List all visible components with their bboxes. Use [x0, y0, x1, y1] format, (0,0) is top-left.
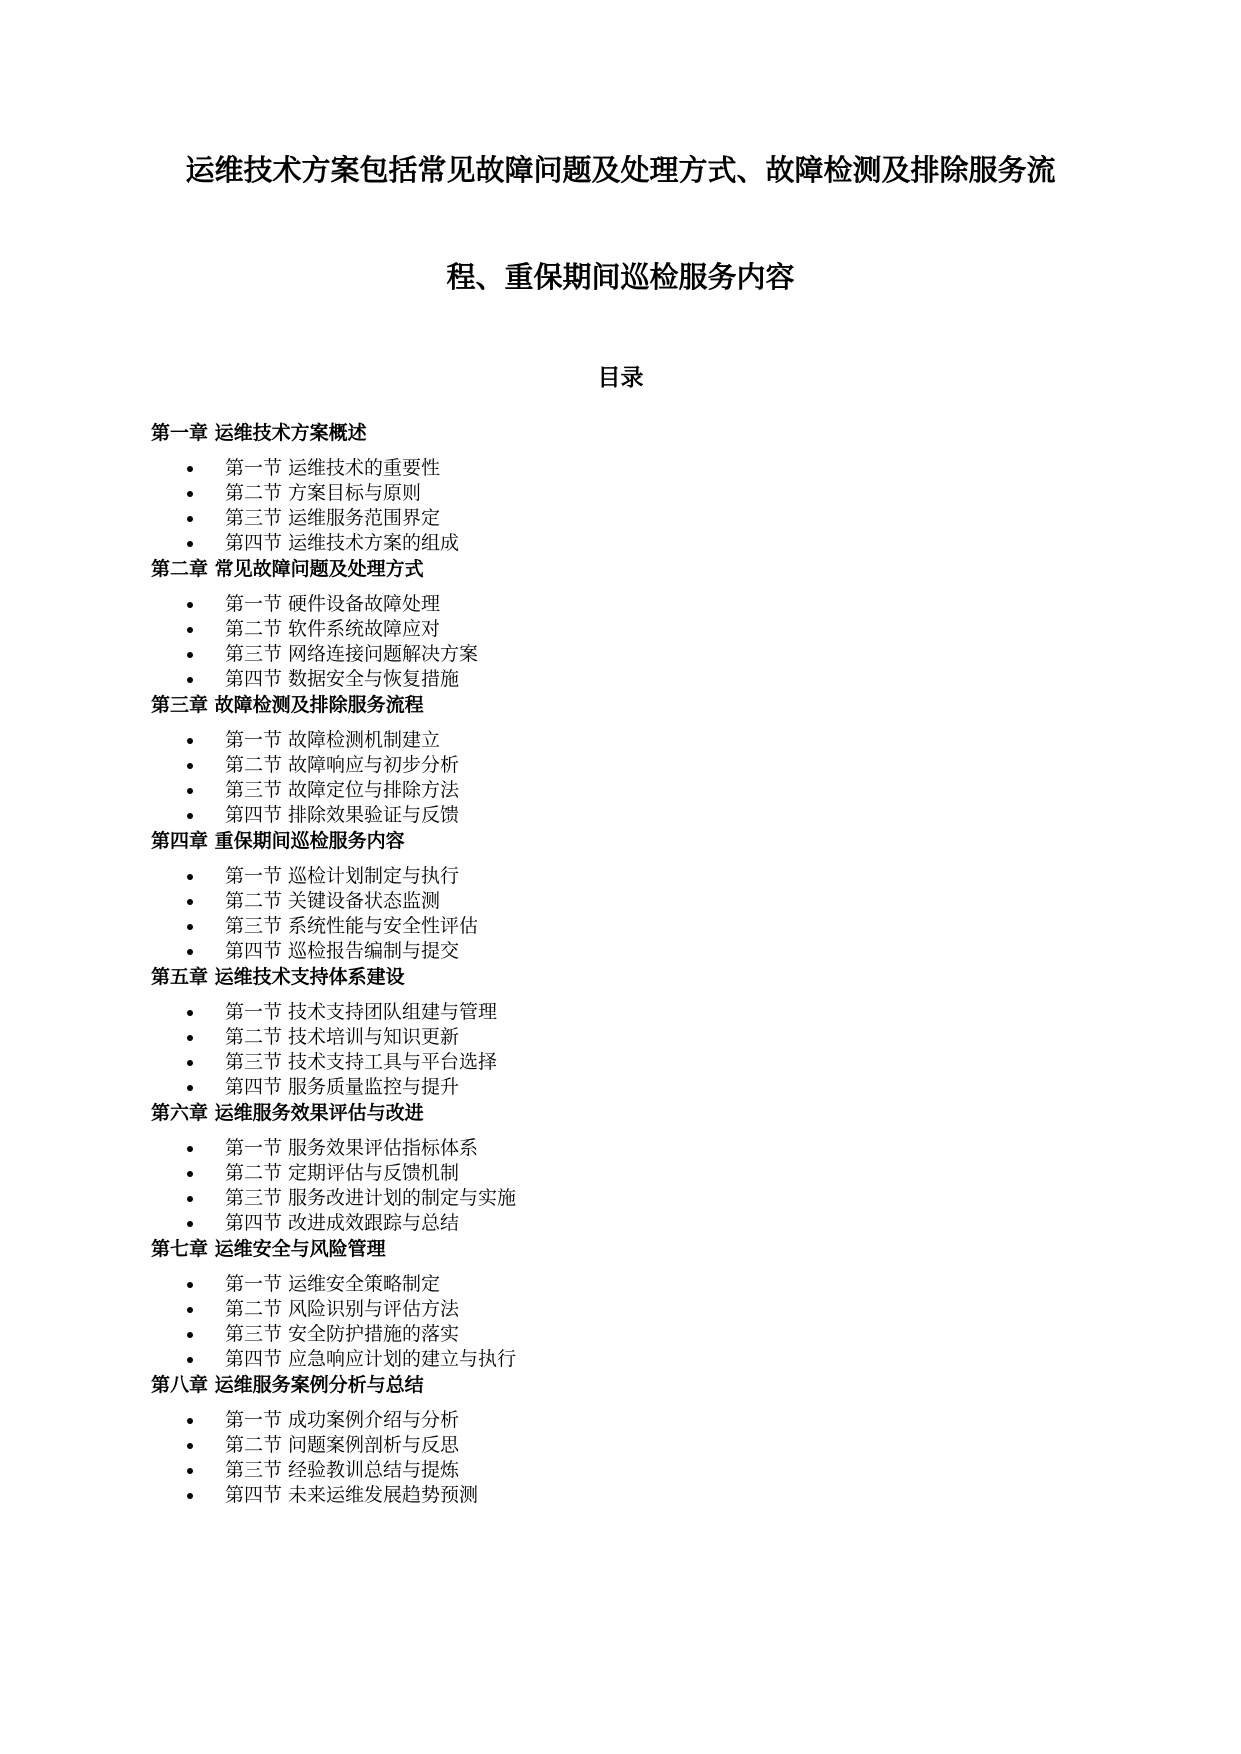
section-item [151, 914, 851, 939]
section-item [151, 1136, 851, 1161]
section-item [151, 1075, 851, 1100]
bullet-icon [187, 1221, 193, 1227]
section-list [151, 864, 851, 964]
section-item [151, 1483, 851, 1508]
bullet-icon [187, 466, 193, 472]
chapter-title: 第七章 运维安全与风险管理 [151, 1238, 386, 1260]
section-item [151, 803, 851, 828]
section-item [151, 1272, 851, 1297]
section-title: 第一节 技术支持团队组建与管理 [225, 1001, 498, 1023]
bullet-icon [187, 924, 193, 930]
section-list [151, 1408, 851, 1508]
section-item [151, 728, 851, 753]
bullet-icon [187, 541, 193, 547]
section-item [151, 1297, 851, 1322]
bullet-icon [187, 1085, 193, 1091]
bullet-icon [187, 602, 193, 608]
bullet-icon [187, 813, 193, 819]
section-item [151, 1025, 851, 1050]
section-item [151, 1050, 851, 1075]
chapter-title: 第二章 常见故障问题及处理方式 [151, 558, 424, 580]
bullet-icon [187, 1010, 193, 1016]
toc-chapter [151, 964, 851, 1100]
section-item [151, 481, 851, 506]
section-title: 第三节 系统性能与安全性评估 [225, 915, 479, 937]
bullet-icon [187, 1060, 193, 1066]
toc-heading: 目录 [597, 365, 644, 391]
section-title: 第一节 巡检计划制定与执行 [225, 865, 460, 887]
chapter-title: 第五章 运维技术支持体系建设 [151, 966, 405, 988]
section-item [151, 1458, 851, 1483]
section-title: 第四节 改进成效跟踪与总结 [225, 1212, 460, 1234]
bullet-icon [187, 516, 193, 522]
section-item [151, 617, 851, 642]
chapter-title: 第八章 运维服务案例分析与总结 [151, 1374, 424, 1396]
bullet-icon [187, 1146, 193, 1152]
bullet-icon [187, 763, 193, 769]
section-title: 第四节 巡检报告编制与提交 [225, 940, 460, 962]
section-item [151, 667, 851, 692]
section-item [151, 506, 851, 531]
bullet-icon [187, 652, 193, 658]
section-title: 第二节 软件系统故障应对 [225, 618, 441, 640]
section-title: 第二节 故障响应与初步分析 [225, 754, 460, 776]
bullet-icon [187, 1171, 193, 1177]
section-title: 第一节 硬件设备故障处理 [225, 593, 441, 615]
section-item [151, 889, 851, 914]
chapter-title: 第四章 重保期间巡检服务内容 [151, 830, 405, 852]
bullet-icon [187, 1418, 193, 1424]
section-title: 第二节 风险识别与评估方法 [225, 1298, 460, 1320]
section-title: 第二节 技术培训与知识更新 [225, 1026, 460, 1048]
section-list [151, 1000, 851, 1100]
bullet-icon [187, 1468, 193, 1474]
section-title: 第三节 技术支持工具与平台选择 [225, 1051, 498, 1073]
section-item [151, 1408, 851, 1433]
section-title: 第四节 未来运维发展趋势预测 [225, 1484, 479, 1506]
toc-chapter [151, 1236, 851, 1372]
section-item [151, 1347, 851, 1372]
section-item [151, 642, 851, 667]
section-item [151, 456, 851, 481]
section-title: 第二节 关键设备状态监测 [225, 890, 441, 912]
chapter-title: 第六章 运维服务效果评估与改进 [151, 1102, 424, 1124]
section-title: 第二节 定期评估与反馈机制 [225, 1162, 460, 1184]
section-list [151, 1272, 851, 1372]
section-item [151, 1186, 851, 1211]
section-title: 第一节 运维安全策略制定 [225, 1273, 441, 1295]
bullet-icon [187, 1307, 193, 1313]
section-title: 第四节 运维技术方案的组成 [225, 532, 460, 554]
section-title: 第四节 应急响应计划的建立与执行 [225, 1348, 517, 1370]
document-title-line-2: 程、重保期间巡检服务内容 [446, 260, 795, 294]
section-list [151, 1136, 851, 1236]
toc-chapter [151, 1100, 851, 1236]
section-title: 第二节 问题案例剖析与反思 [225, 1434, 460, 1456]
section-list [151, 592, 851, 692]
chapter-title: 第一章 运维技术方案概述 [151, 422, 367, 444]
toc-chapter [151, 1372, 851, 1508]
section-item [151, 939, 851, 964]
section-list [151, 728, 851, 828]
bullet-icon [187, 1493, 193, 1499]
bullet-icon [187, 491, 193, 497]
section-title: 第三节 安全防护措施的落实 [225, 1323, 460, 1345]
section-item [151, 1211, 851, 1236]
bullet-icon [187, 1282, 193, 1288]
toc-chapter [151, 420, 851, 556]
section-title: 第一节 成功案例介绍与分析 [225, 1409, 460, 1431]
section-title: 第四节 数据安全与恢复措施 [225, 668, 460, 690]
section-title: 第一节 运维技术的重要性 [225, 457, 441, 479]
section-item [151, 864, 851, 889]
bullet-icon [187, 949, 193, 955]
bullet-icon [187, 1196, 193, 1202]
section-item [151, 778, 851, 803]
section-title: 第四节 排除效果验证与反馈 [225, 804, 460, 826]
section-title: 第一节 服务效果评估指标体系 [225, 1137, 479, 1159]
section-title: 第四节 服务质量监控与提升 [225, 1076, 460, 1098]
section-title: 第三节 经验教训总结与提炼 [225, 1459, 460, 1481]
bullet-icon [187, 627, 193, 633]
toc-chapter [151, 828, 851, 964]
section-list [151, 456, 851, 556]
toc-chapter [151, 692, 851, 828]
section-item [151, 1000, 851, 1025]
toc-chapter [151, 556, 851, 692]
chapter-title: 第三章 故障检测及排除服务流程 [151, 694, 424, 716]
section-item [151, 753, 851, 778]
section-title: 第三节 运维服务范围界定 [225, 507, 441, 529]
bullet-icon [187, 1357, 193, 1363]
bullet-icon [187, 874, 193, 880]
bullet-icon [187, 677, 193, 683]
section-item [151, 1161, 851, 1186]
section-title: 第三节 网络连接问题解决方案 [225, 643, 479, 665]
bullet-icon [187, 788, 193, 794]
section-item [151, 531, 851, 556]
bullet-icon [187, 1332, 193, 1338]
table-of-contents [151, 420, 851, 1508]
section-title: 第三节 服务改进计划的制定与实施 [225, 1187, 517, 1209]
bullet-icon [187, 738, 193, 744]
section-title: 第三节 故障定位与排除方法 [225, 779, 460, 801]
bullet-icon [187, 1443, 193, 1449]
bullet-icon [187, 1035, 193, 1041]
section-item [151, 592, 851, 617]
bullet-icon [187, 899, 193, 905]
section-title: 第二节 方案目标与原则 [225, 482, 422, 504]
document-title-line-1: 运维技术方案包括常见故障问题及处理方式、故障检测及排除服务流 [185, 153, 1056, 187]
section-title: 第一节 故障检测机制建立 [225, 729, 441, 751]
section-item [151, 1322, 851, 1347]
section-item [151, 1433, 851, 1458]
